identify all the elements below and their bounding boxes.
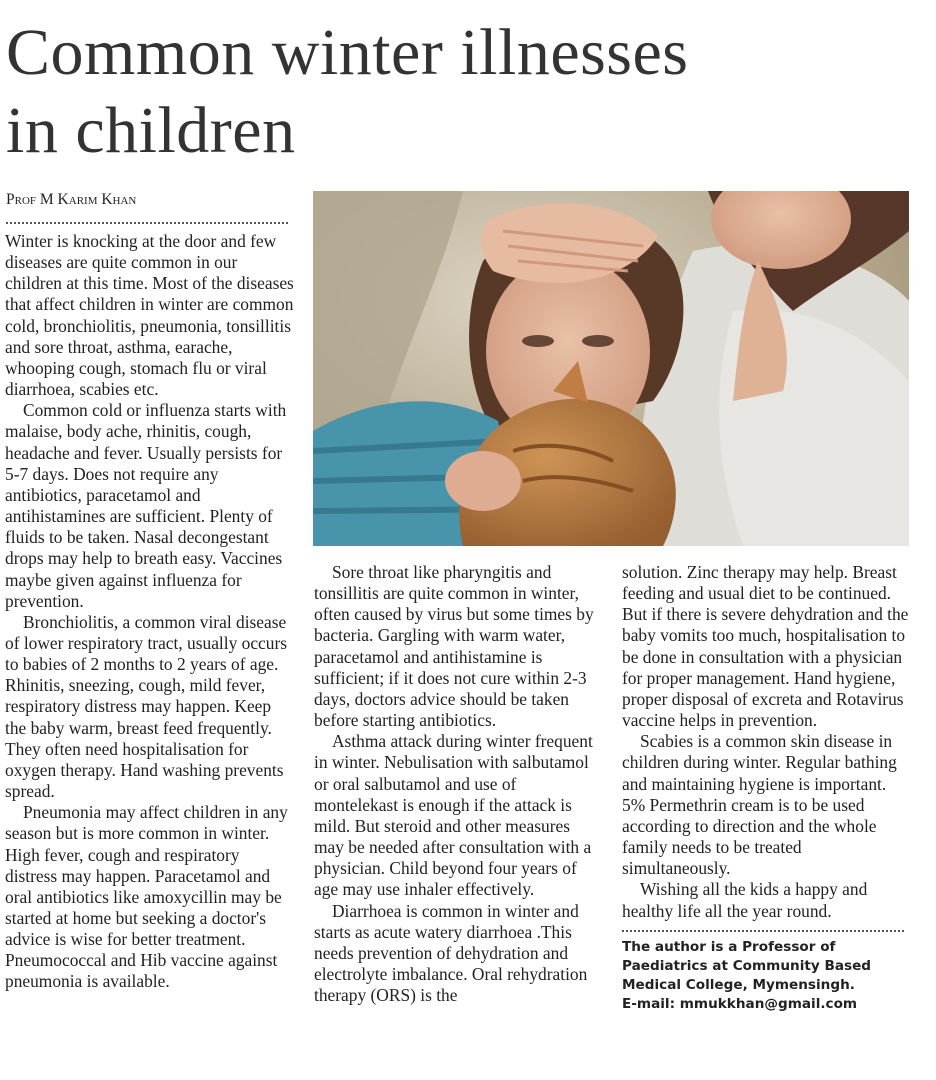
paragraph-sore-throat: Sore throat like pharyngitis and tonsillitis are quite common in winter, often caused by virus but some times by bacteria. Gargling with warm water, paracetamol and antihistamine is sufficient; if it does not cure within 2-3 days, doctors advice should be taken before starting antibiotics.: [314, 562, 594, 731]
author-note-line-1: The author is a Professor of: [622, 938, 836, 955]
author-note: [622, 938, 912, 1014]
byline: Prof M Karim Khan: [6, 191, 137, 208]
paragraph-pneumonia: Pneumonia may affect children in any season but is more common in winter. High fever, cough and respiratory distress may happen. Paracetamol and oral antibiotics like amoxycillin may be started at home but seeking a doctor's advice is wise for better treatment. Pneumococcal and Hib vaccine against pneumonia is available.: [5, 802, 288, 992]
paragraph-diarrhoea: Diarrhoea is common in winter and starts as acute watery diarrhoea .This needs prevention of dehydration and electrolyte imbalance. Oral rehydration therapy (ORS) is the: [314, 900, 588, 1006]
article-column-1: [5, 231, 295, 993]
paragraph-closing: Wishing all the kids a happy and healthy life all the year round.: [622, 879, 868, 921]
headline: [6, 14, 926, 170]
paragraph-bronchiolitis: Bronchiolitis, a common viral disease of lower respiratory tract, usually occurs to babies of 2 months to 2 years of age. Rhinitis, sneezing, cough, mild fever, respiratory distress may happen. Keep the baby warm, breast feed frequently. They often need hospitalisation for oxygen therapy. Hand washing prevents spread.: [5, 611, 288, 802]
paragraph-common-cold: Common cold or influenza starts with malaise, body ache, rhinitis, cough, headache and fever. Usually persists for 5-7 days. Does not require any antibiotics, paracetamol and antihistamines are sufficient. Plenty of fluids to be taken. Nasal decongestant drops may help to breath easy. Vaccines maybe given against influenza for prevention.: [5, 400, 287, 611]
photo-illustration: [313, 191, 909, 546]
paragraph-asthma: Asthma attack during winter frequent in winter. Nebulisation with salbutamol or oral salbutamol and use of montelekast is enough if the attack is mild. But steroid and other measures may be needed after consultation with a physician. Child beyond four years of age may use inhaler effectively.: [314, 731, 593, 900]
byline-divider: [6, 222, 288, 224]
article-column-2: [314, 562, 604, 1006]
author-note-line-2: Paediatrics at Community Based: [622, 957, 872, 974]
author-email: E-mail: mmukkhan@gmail.com: [622, 995, 858, 1012]
paragraph-scabies: Scabies is a common skin disease in children during winter. Regular bathing and maintaining hygiene is important. 5% Permethrin cream is to be used according to direction and the whole family needs to be treated simultaneously.: [622, 731, 897, 879]
paragraph-intro: Winter is knocking at the door and few diseases are quite common in our children at this time. Most of the diseases that affect children in winter are common cold, bronchiolitis, pneumonia, tonsillitis and sore throat, asthma, earache, whooping cough, stomach flu or viral diarrhoea, scabies etc.: [5, 231, 294, 400]
author-divider: [622, 930, 904, 932]
article-photo: [313, 191, 909, 546]
headline-line-1: Common winter illnesses: [6, 16, 689, 89]
paragraph-diarrhoea-continued: solution. Zinc therapy may help. Breast feeding and usual diet to be continued. But if there is severe dehydration and the baby vomits too much, hospitalisation to be done in consultation with a physician for proper management. Hand hygiene, proper disposal of excreta and Rotavirus vaccine helps in prevention.: [622, 562, 909, 731]
headline-line-2: in children: [6, 94, 296, 167]
author-note-line-3: Medical College, Mymensingh.: [622, 976, 855, 993]
article-column-3: [622, 562, 912, 1014]
